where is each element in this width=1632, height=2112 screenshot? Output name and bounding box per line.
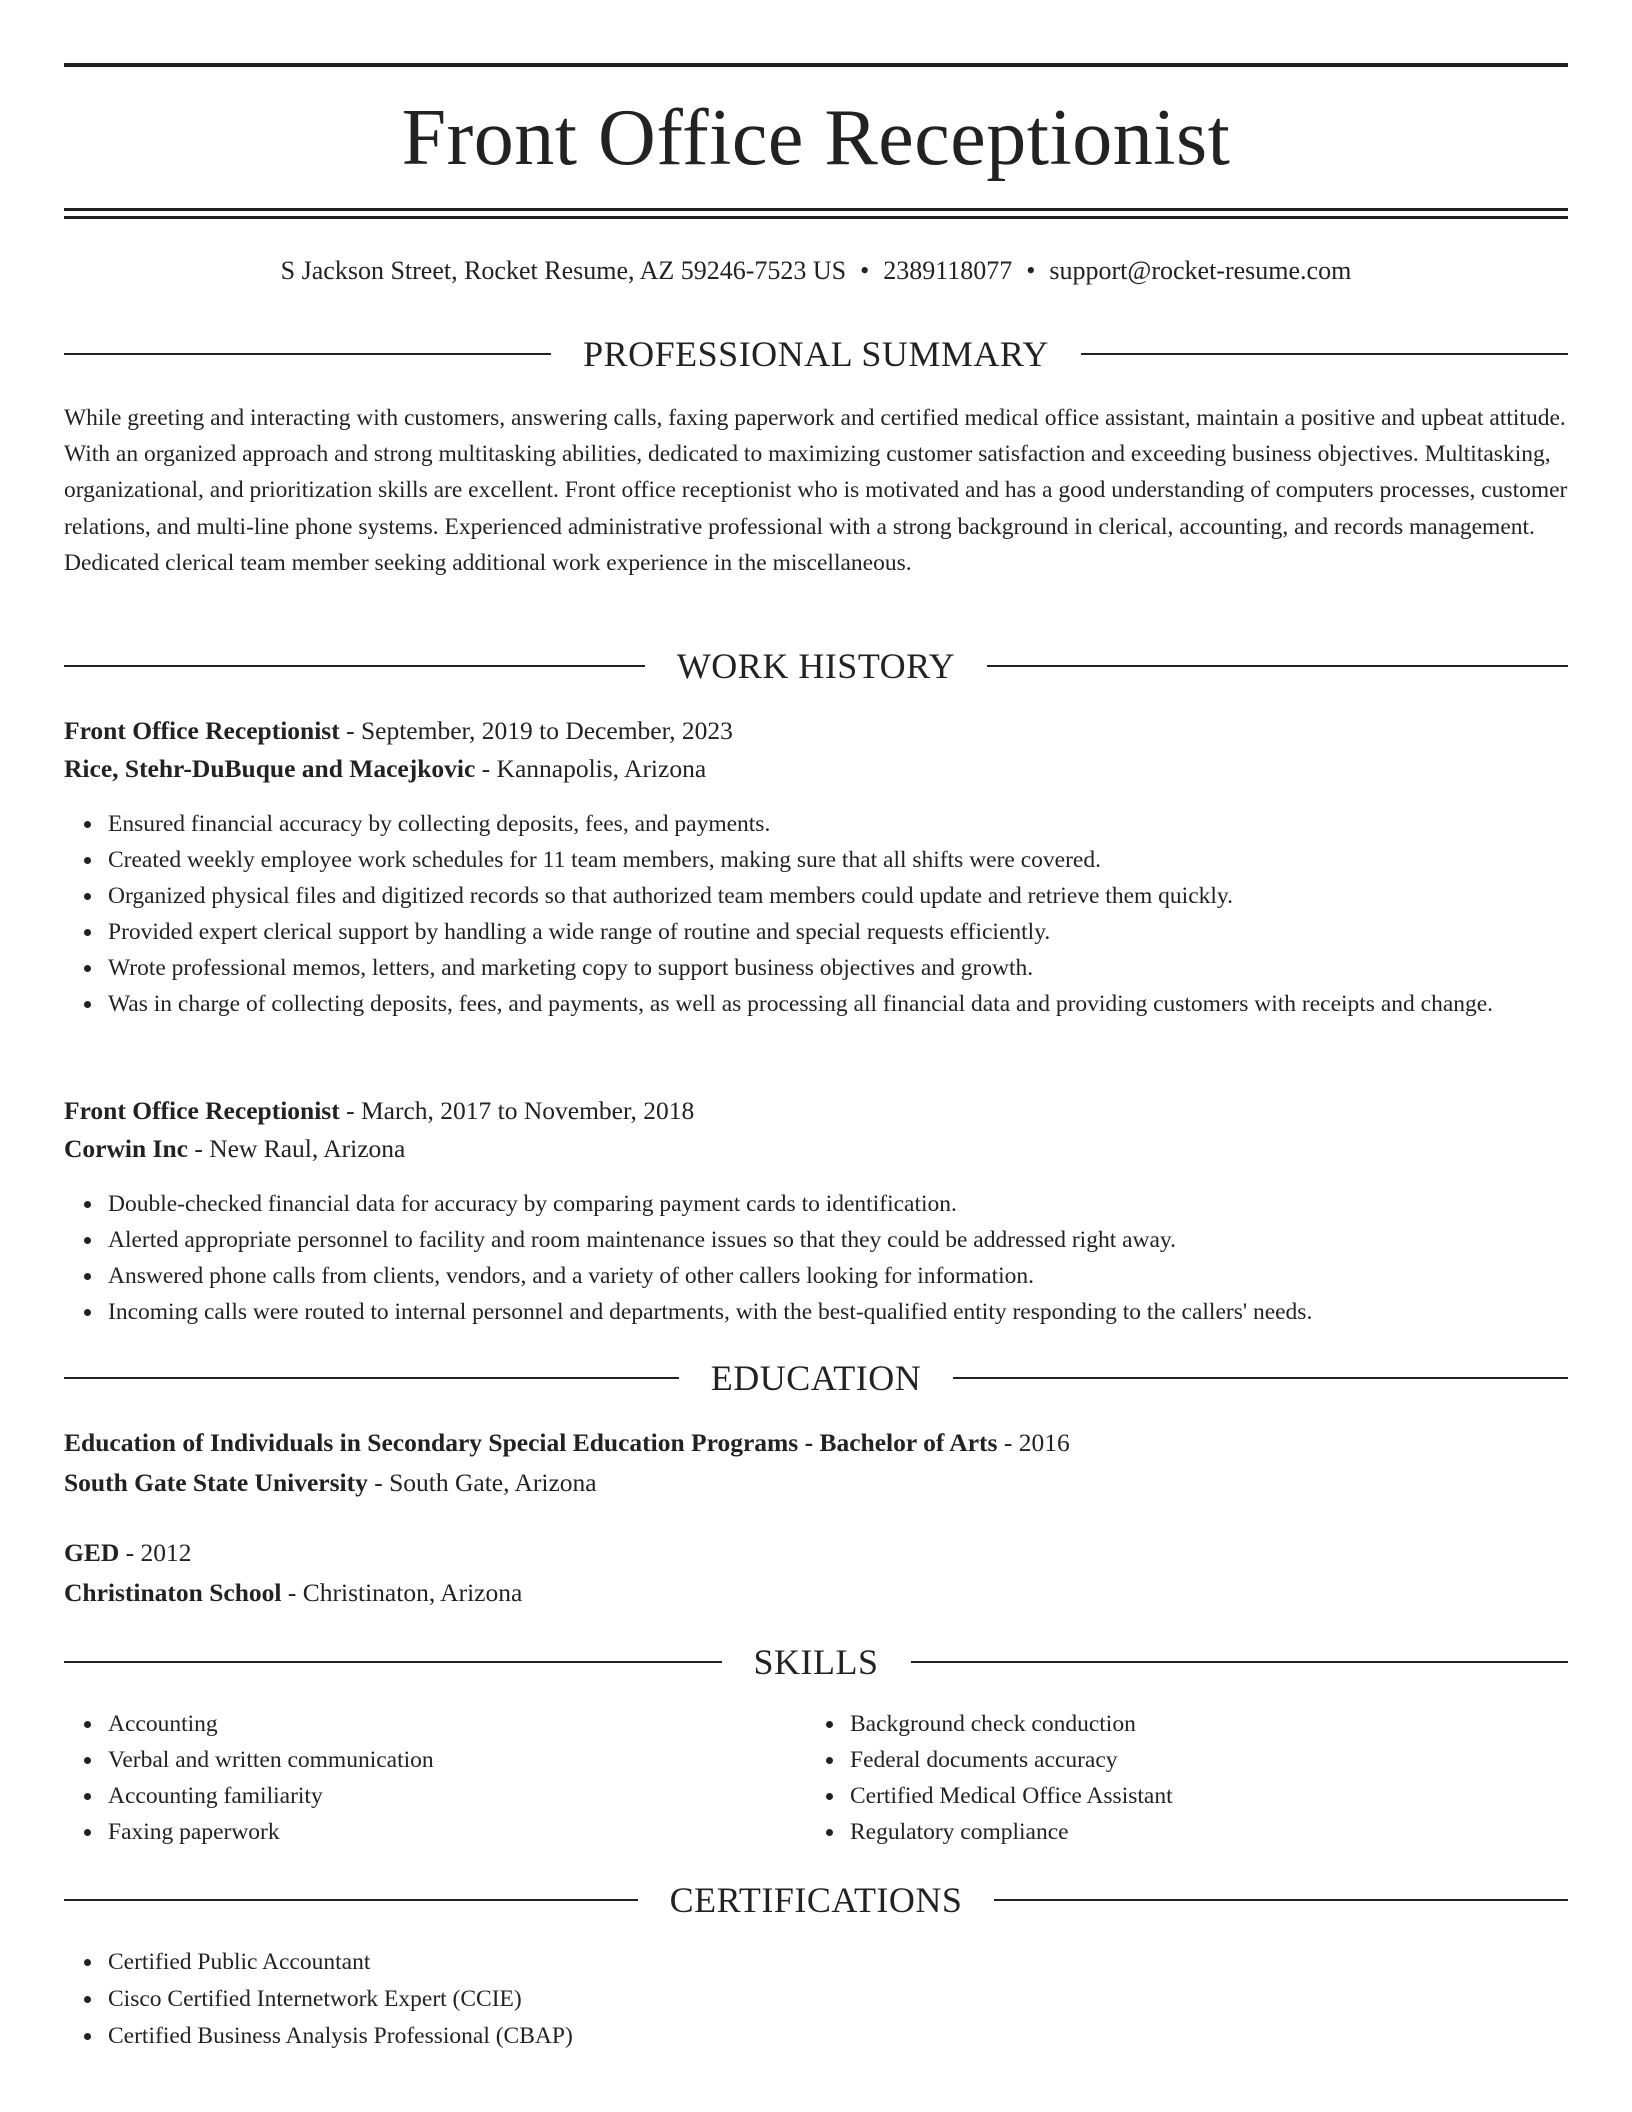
education-degree-line bbox=[64, 1426, 1568, 1460]
list-item: Answered phone calls from clients, vendors, and a variety of other callers looking for information. bbox=[108, 1258, 1568, 1294]
education-degree: Education of Individuals in Secondary Special Education Programs - Bachelor of Arts bbox=[64, 1428, 998, 1457]
contact-separator: • bbox=[1026, 256, 1036, 285]
job-dates: - March, 2017 to November, 2018 bbox=[339, 1096, 695, 1125]
job-company-line bbox=[64, 1132, 1568, 1166]
section-heading-education bbox=[64, 1358, 1568, 1398]
heading-rule bbox=[64, 665, 645, 667]
list-item: Wrote professional memos, letters, and marketing copy to support business objectives and growth. bbox=[108, 950, 1568, 986]
certifications-list bbox=[64, 1944, 1568, 2055]
education-school-line bbox=[64, 1466, 1568, 1500]
list-item: Created weekly employee work schedules for 11 team members, making sure that all shifts were covered. bbox=[108, 842, 1568, 878]
section-heading-skills bbox=[64, 1642, 1568, 1682]
heading-rule bbox=[994, 1899, 1568, 1901]
skill-item: Faxing paperwork bbox=[108, 1814, 808, 1850]
contact-address: S Jackson Street, Rocket Resume, AZ 59246-7523 US bbox=[280, 256, 847, 285]
job-bullets bbox=[64, 1186, 1568, 1330]
heading-rule bbox=[64, 1377, 679, 1379]
section-heading-certifications bbox=[64, 1880, 1568, 1920]
list-item: Was in charge of collecting deposits, fees, and payments, as well as processing all financial data and providing customers with receipts and change. bbox=[108, 986, 1568, 1022]
skill-item: Background check conduction bbox=[850, 1706, 1550, 1742]
list-item: Incoming calls were routed to internal personnel and departments, with the best-qualified entity responding to the callers' needs. bbox=[108, 1294, 1568, 1330]
certification-item: Certified Public Accountant bbox=[108, 1944, 1568, 1981]
education-location: - Christinaton, Arizona bbox=[281, 1578, 523, 1607]
heading-rule bbox=[1081, 353, 1568, 355]
job-title: Front Office Receptionist bbox=[64, 1096, 340, 1125]
contact-separator: • bbox=[860, 256, 870, 285]
education-school: Christinaton School bbox=[64, 1578, 282, 1607]
section-title: SKILLS bbox=[753, 1642, 879, 1682]
summary-text: While greeting and interacting with customers, answering calls, faxing paperwork and certified medical office assistant, maintain a positive and upbeat attitude. With an organized approach and strong multitasking abilities, dedicated to maximizing customer satisfaction and exceeding business objectives. Multitasking, organizational, and prioritization skills are excellent. Front office receptionist who is motivated and has a good understanding of computers processes, customer relations, and multi-line phone systems. Experienced administrative professional with a strong background in clerical, accounting, and records management. Dedicated clerical team member seeking additional work experience in the miscellaneous. bbox=[64, 405, 1568, 576]
resume-name: Front Office Receptionist bbox=[401, 94, 1231, 182]
education-year: - 2016 bbox=[997, 1428, 1070, 1457]
section-title: WORK HISTORY bbox=[676, 646, 956, 686]
education-year: - 2012 bbox=[119, 1538, 192, 1567]
job-title: Front Office Receptionist bbox=[64, 716, 340, 745]
section-title: PROFESSIONAL SUMMARY bbox=[583, 334, 1049, 374]
list-item: Provided expert clerical support by handling a wide range of routine and special requests efficiently. bbox=[108, 914, 1568, 950]
job-location: - Kannapolis, Arizona bbox=[475, 754, 707, 783]
list-item: Organized physical files and digitized records so that authorized team members could update and retrieve them quickly. bbox=[108, 878, 1568, 914]
contact-line bbox=[64, 255, 1568, 287]
section-heading-summary bbox=[64, 334, 1568, 374]
top-rule bbox=[64, 63, 1568, 67]
heading-rule bbox=[987, 665, 1568, 667]
skill-item: Verbal and written communication bbox=[108, 1742, 808, 1778]
job-bullets bbox=[64, 806, 1568, 1022]
education-school: South Gate State University bbox=[64, 1468, 368, 1497]
job-title-line bbox=[64, 1094, 1568, 1128]
job-company-line bbox=[64, 752, 1568, 786]
certification-item: Certified Business Analysis Professional (CBAP) bbox=[108, 2018, 1568, 2055]
heading-rule bbox=[64, 1661, 722, 1663]
skill-item: Certified Medical Office Assistant bbox=[850, 1778, 1550, 1814]
job-company: Corwin Inc bbox=[64, 1134, 188, 1163]
section-title: EDUCATION bbox=[710, 1358, 922, 1398]
list-item: Ensured financial accuracy by collecting deposits, fees, and payments. bbox=[108, 806, 1568, 842]
heading-rule bbox=[911, 1661, 1569, 1663]
header-rule-lower bbox=[64, 216, 1568, 219]
skill-item: Regulatory compliance bbox=[850, 1814, 1550, 1850]
heading-rule bbox=[953, 1377, 1568, 1379]
header-rule-upper bbox=[64, 208, 1568, 211]
section-title: CERTIFICATIONS bbox=[669, 1880, 963, 1920]
contact-email: support@rocket-resume.com bbox=[1049, 256, 1352, 285]
heading-rule bbox=[64, 1899, 638, 1901]
skills-list-right bbox=[806, 1706, 1550, 1850]
section-heading-work bbox=[64, 646, 1568, 686]
skills-list-left bbox=[64, 1706, 808, 1850]
heading-rule bbox=[64, 353, 551, 355]
job-title-line bbox=[64, 714, 1568, 748]
skill-item: Accounting bbox=[108, 1706, 808, 1742]
skill-item: Federal documents accuracy bbox=[850, 1742, 1550, 1778]
list-item: Alerted appropriate personnel to facility and room maintenance issues so that they could be addressed right away. bbox=[108, 1222, 1568, 1258]
education-degree: GED bbox=[64, 1538, 120, 1567]
contact-phone: 2389118077 bbox=[883, 256, 1013, 285]
skill-item: Accounting familiarity bbox=[108, 1778, 808, 1814]
job-location: - New Raul, Arizona bbox=[187, 1134, 406, 1163]
job-company: Rice, Stehr-DuBuque and Macejkovic bbox=[64, 754, 476, 783]
certification-item: Cisco Certified Internetwork Expert (CCIE) bbox=[108, 1981, 1568, 2018]
education-location: - South Gate, Arizona bbox=[367, 1468, 597, 1497]
education-school-line bbox=[64, 1576, 1568, 1610]
education-degree-line bbox=[64, 1536, 1568, 1570]
list-item: Double-checked financial data for accuracy by comparing payment cards to identification. bbox=[108, 1186, 1568, 1222]
job-dates: - September, 2019 to December, 2023 bbox=[339, 716, 733, 745]
